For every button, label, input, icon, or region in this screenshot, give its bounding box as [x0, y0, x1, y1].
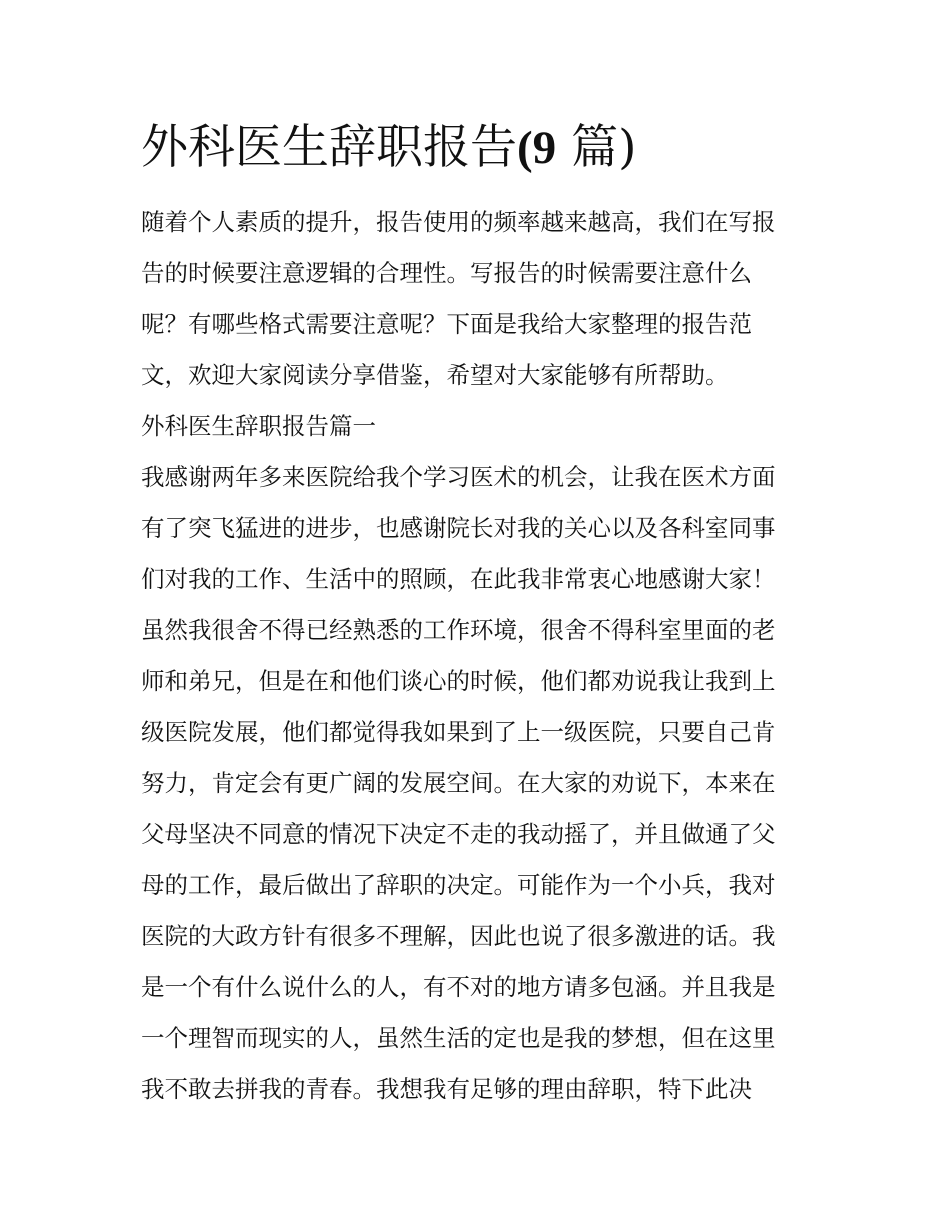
body-line-5: 师和弟兄，但是在和他们谈心的时候，他们都劝说我让我到上	[141, 667, 776, 695]
document-content	[141, 112, 813, 1115]
title-text: 外科医生辞职报告	[141, 120, 517, 175]
intro-line-3: 呢？有哪些格式需要注意呢？下面是我给大家整理的报告范	[141, 310, 752, 338]
body-line-6: 级医院发展，他们都觉得我如果到了上一级医院，只要自己肯	[141, 718, 776, 746]
body-line-11: 是一个有什么说什么的人，有不对的地方请多包涵。并且我是	[141, 973, 776, 1001]
title-paren-open: (	[517, 122, 533, 174]
title-suffix: 篇)	[556, 120, 637, 175]
document-body	[141, 197, 813, 1115]
body-line-8: 父母坚决不同意的情况下决定不走的我动摇了，并且做通了父	[141, 820, 776, 848]
body-line-13: 我不敢去拼我的青春。我想我有足够的理由辞职，特下此决	[141, 1075, 752, 1103]
intro-line-1: 随着个人素质的提升，报告使用的频率越来越高，我们在写报	[141, 208, 776, 236]
intro-line-2: 告的时候要注意逻辑的合理性。写报告的时候需要注意什么	[141, 259, 752, 287]
body-line-1: 我感谢两年多来医院给我个学习医术的机会，让我在医术方面	[141, 463, 776, 491]
section-heading: 外科医生辞职报告篇一	[141, 412, 376, 440]
body-line-3: 们对我的工作、生活中的照顾，在此我非常衷心地感谢大家！	[141, 565, 776, 593]
body-line-9: 母的工作，最后做出了辞职的决定。可能作为一个小兵，我对	[141, 871, 776, 899]
body-line-12: 一个理智而现实的人，虽然生活的定也是我的梦想，但在这里	[141, 1024, 776, 1052]
body-line-7: 努力，肯定会有更广阔的发展空间。在大家的劝说下，本来在	[141, 769, 776, 797]
body-line-4: 虽然我很舍不得已经熟悉的工作环境，很舍不得科室里面的老	[141, 616, 776, 644]
body-line-10: 医院的大政方针有很多不理解，因此也说了很多激进的话。我	[141, 922, 776, 950]
title-count: 9	[532, 122, 557, 174]
intro-line-4: 文，欢迎大家阅读分享借鉴，希望对大家能够有所帮助。	[141, 361, 729, 389]
body-line-2: 有了突飞猛进的进步，也感谢院长对我的关心以及各科室同事	[141, 514, 776, 542]
document-title	[141, 112, 813, 184]
